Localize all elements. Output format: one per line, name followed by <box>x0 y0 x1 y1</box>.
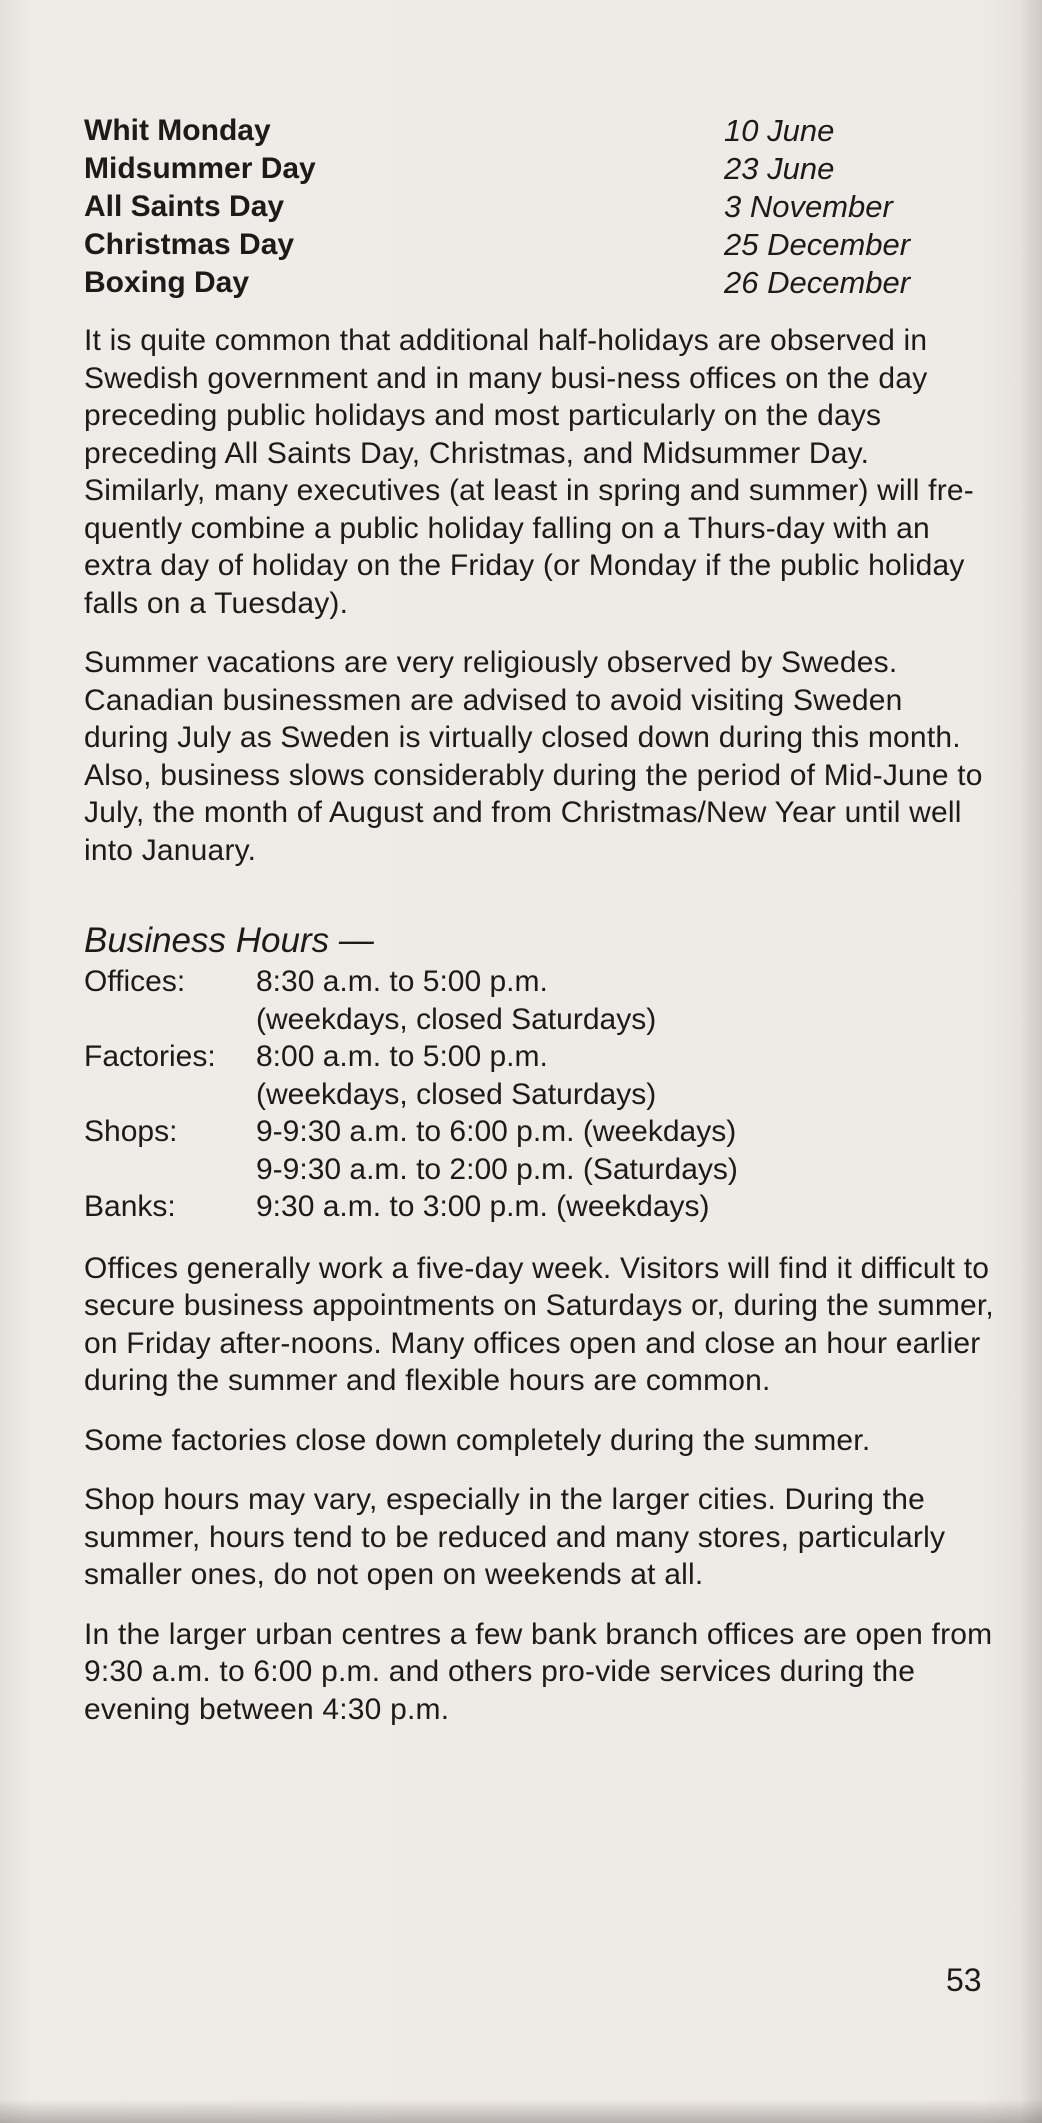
page-bottom-shadow <box>0 2099 1042 2123</box>
holiday-date: 10 June <box>724 113 835 148</box>
holiday-name: All Saints Day <box>84 190 285 223</box>
page-edge-shadow <box>1020 0 1042 2123</box>
hours-label: Offices: <box>84 965 186 998</box>
hours-value: 9-9:30 a.m. to 6:00 p.m. (weekdays) <box>256 1115 737 1148</box>
page-content <box>84 112 994 1750</box>
paragraph-shops: Shop hours may vary, especially in the larger cities. During the summer, hours tend to be reduced and many stores, particularly smaller ones, do not open on weekends at all. <box>84 1483 946 1591</box>
paragraph-factories: Some factories close down completely during the summer. <box>84 1423 871 1457</box>
holiday-name: Christmas Day <box>84 228 295 261</box>
hours-label: Shops: <box>84 1115 178 1148</box>
holiday-date: 25 December <box>724 227 911 262</box>
hours-label: Factories: <box>84 1040 216 1073</box>
paragraph-half-holidays: It is quite common that additional half-holidays are observed in Swedish government and in many busi-ness offices on the day preceding public holidays and most particularly on the days preceding All Saints Day, Christmas, and Midsummer Day. Similarly, many executives (at least in spring and summer) will fre-quently combine a public holiday falling on a Thurs-day with an extra day of holiday on the Friday (or Monday if the public holiday falls on a Tuesday). <box>84 324 974 620</box>
business-hours-table <box>84 963 994 1226</box>
hours-value: 8:00 a.m. to 5:00 p.m. <box>256 1040 548 1073</box>
holiday-date: 23 June <box>724 151 835 186</box>
holiday-date: 26 December <box>724 265 911 300</box>
hours-value: (weekdays, closed Saturdays) <box>256 1002 657 1036</box>
hours-value: 8:30 a.m. to 5:00 p.m. <box>256 965 548 998</box>
holiday-name: Boxing Day <box>84 266 250 299</box>
hours-value: 9-9:30 a.m. to 2:00 p.m. (Saturdays) <box>256 1152 738 1186</box>
holiday-date: 3 November <box>724 189 893 224</box>
paragraph-summer-vacations: Summer vacations are very religiously observed by Swedes. Canadian businessmen are advised to avoid visiting Sweden during July as Sweden is virtually closed down during this month. Also, business slows considerably during the period of Mid-June to July, the month of August and from Christmas/New Year until well into January. <box>84 646 983 867</box>
paragraph-offices: Offices generally work a five-day week. Visitors will find it difficult to secure business appointments on Saturdays or, during the summer, on Friday after-noons. Many offices open and close an hour earlier during the summer and flexible hours are common. <box>84 1251 994 1397</box>
holiday-name: Midsummer Day <box>84 152 316 185</box>
hours-label <box>84 1001 256 1039</box>
hours-label <box>84 1076 256 1114</box>
hours-value: 9:30 a.m. to 3:00 p.m. (weekdays) <box>256 1190 710 1223</box>
hours-label: Banks: <box>84 1190 176 1223</box>
hours-value: (weekdays, closed Saturdays) <box>256 1077 657 1111</box>
business-hours-heading: Business Hours — <box>84 921 374 960</box>
paragraph-banks: In the larger urban centres a few bank branch offices are open from 9:30 a.m. to 6:00 p.m. and others pro-vide services during the evening between 4:30 p.m. <box>84 1617 993 1726</box>
holiday-list <box>84 112 994 302</box>
hours-label <box>84 1151 256 1189</box>
page-number: 53 <box>946 1962 982 1998</box>
holiday-name: Whit Monday <box>84 114 271 147</box>
